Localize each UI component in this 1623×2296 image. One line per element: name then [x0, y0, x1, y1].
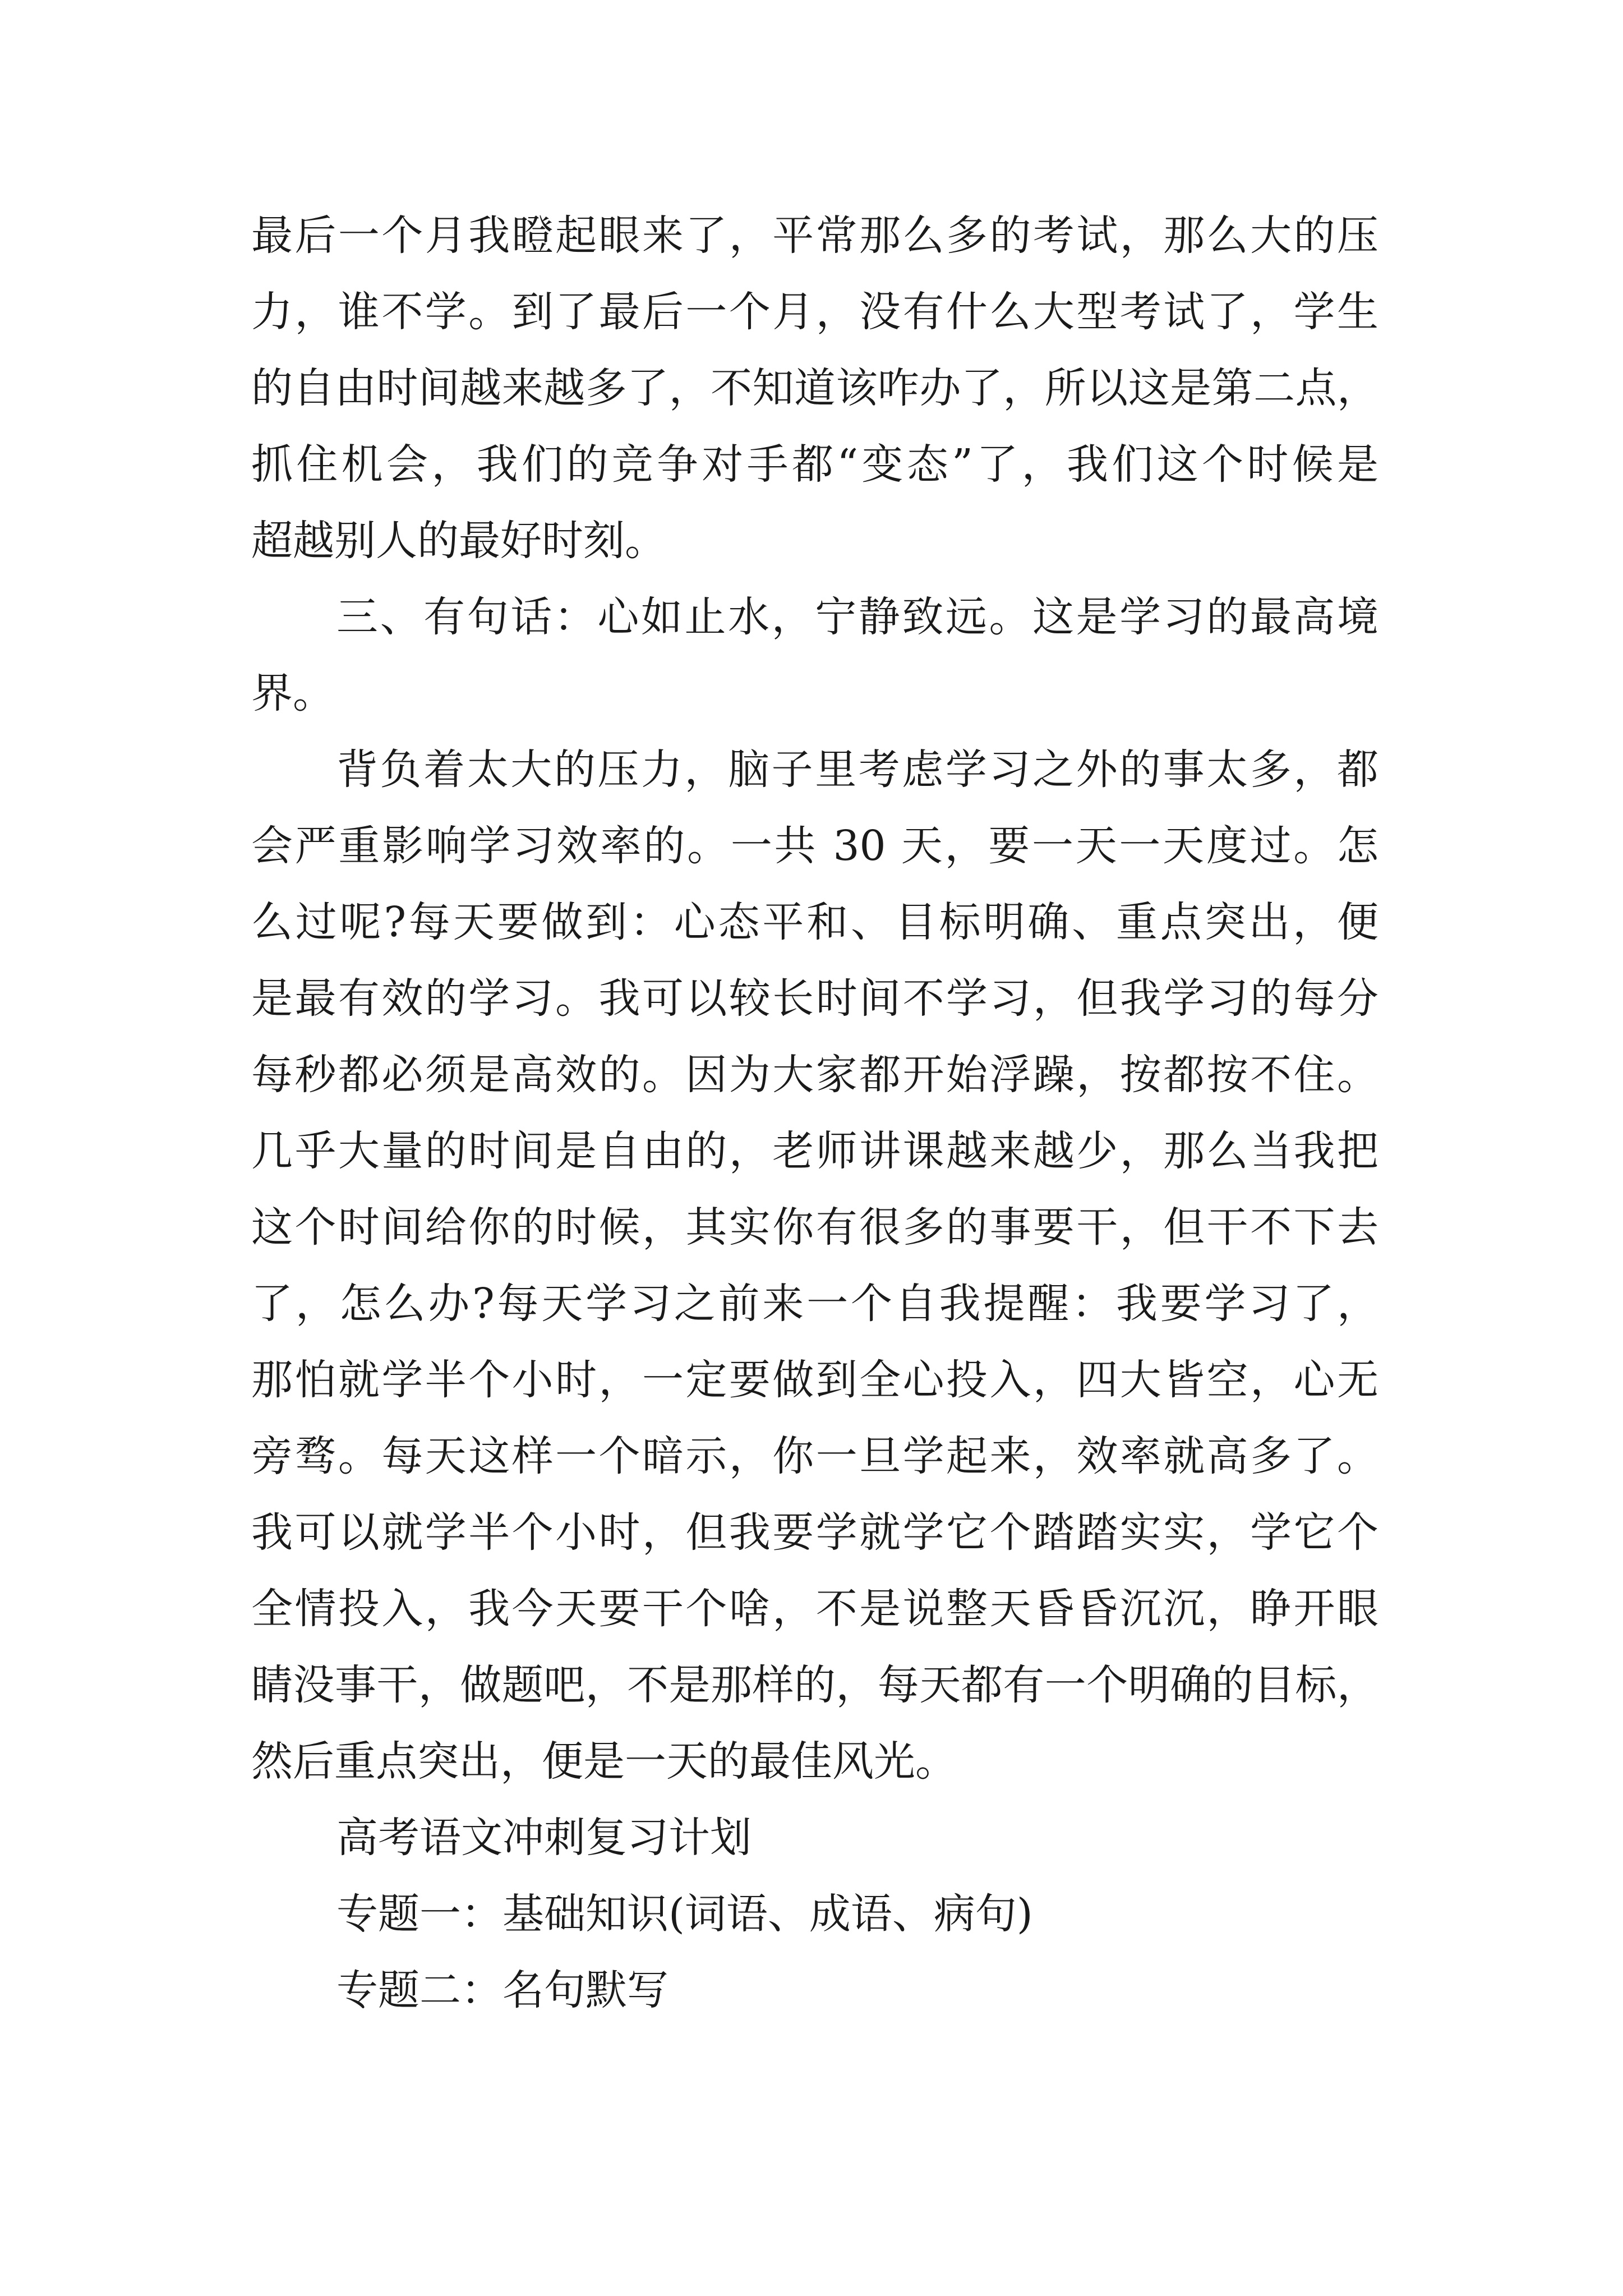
paragraph-line: 是最有效的学习。我可以较长时间不学习，但我学习的每分 — [251, 974, 1378, 1023]
paragraph-line: 每秒都必须是高效的。因为大家都开始浮躁，按都按不住。 — [251, 1051, 1378, 1099]
paragraph-line: 这个时间给你的时候，其实你有很多的事要干，但干不下去 — [251, 1203, 1378, 1251]
paragraph-line: 背负着太大的压力，脑子里考虑学习之外的事太多，都 — [336, 746, 1378, 794]
paragraph-line: 我可以就学半个小时，但我要学就学它个踏踏实实，学它个 — [251, 1508, 1378, 1557]
topic-two-line: 专题二：名句默写 — [336, 1966, 668, 2014]
paragraph-line: 旁骛。每天这样一个暗示，你一旦学起来，效率就高多了。 — [251, 1432, 1378, 1480]
paragraph-line: 然后重点突出，便是一天的最佳风光。 — [251, 1737, 957, 1786]
paragraph-line: 全情投入，我今天要干个啥，不是说整天昏昏沉沉，睁开眼 — [251, 1585, 1378, 1633]
paragraph-line: 力，谁不学。到了最后一个月，没有什么大型考试了，学生 — [251, 288, 1378, 336]
paragraph-line: 么过呢?每天要做到：心态平和、目标明确、重点突出，便 — [251, 898, 1378, 946]
paragraph-line: 超越别人的最好时刻。 — [251, 517, 666, 565]
plan-title: 高考语文冲刺复习计划 — [336, 1814, 751, 1862]
paragraph-line: 最后一个月我瞪起眼来了，平常那么多的考试，那么大的压 — [251, 211, 1378, 260]
section-heading-line: 界。 — [251, 669, 334, 717]
paragraph-line: 几乎大量的时间是自由的，老师讲课越来越少，那么当我把 — [251, 1127, 1378, 1175]
paragraph-line: 那怕就学半个小时，一定要做到全心投入，四大皆空，心无 — [251, 1356, 1378, 1404]
section-heading-line: 三、有句话：心如止水，宁静致远。这是学习的最高境 — [336, 593, 1378, 641]
topic-one-line: 专题一：基础知识(词语、成语、病句) — [336, 1890, 1033, 1938]
paragraph-line: 抓住机会，我们的竞争对手都“变态”了，我们这个时候是 — [251, 440, 1378, 489]
paragraph-line: 睛没事干，做题吧，不是那样的，每天都有一个明确的目标， — [251, 1661, 1378, 1709]
paragraph-line: 会严重影响学习效率的。一共 30 天，要一天一天度过。怎 — [251, 822, 1378, 870]
paragraph-line: 的自由时间越来越多了，不知道该咋办了，所以这是第二点， — [251, 364, 1378, 412]
paragraph-line: 了，怎么办?每天学习之前来一个自我提醒：我要学习了， — [251, 1280, 1378, 1328]
